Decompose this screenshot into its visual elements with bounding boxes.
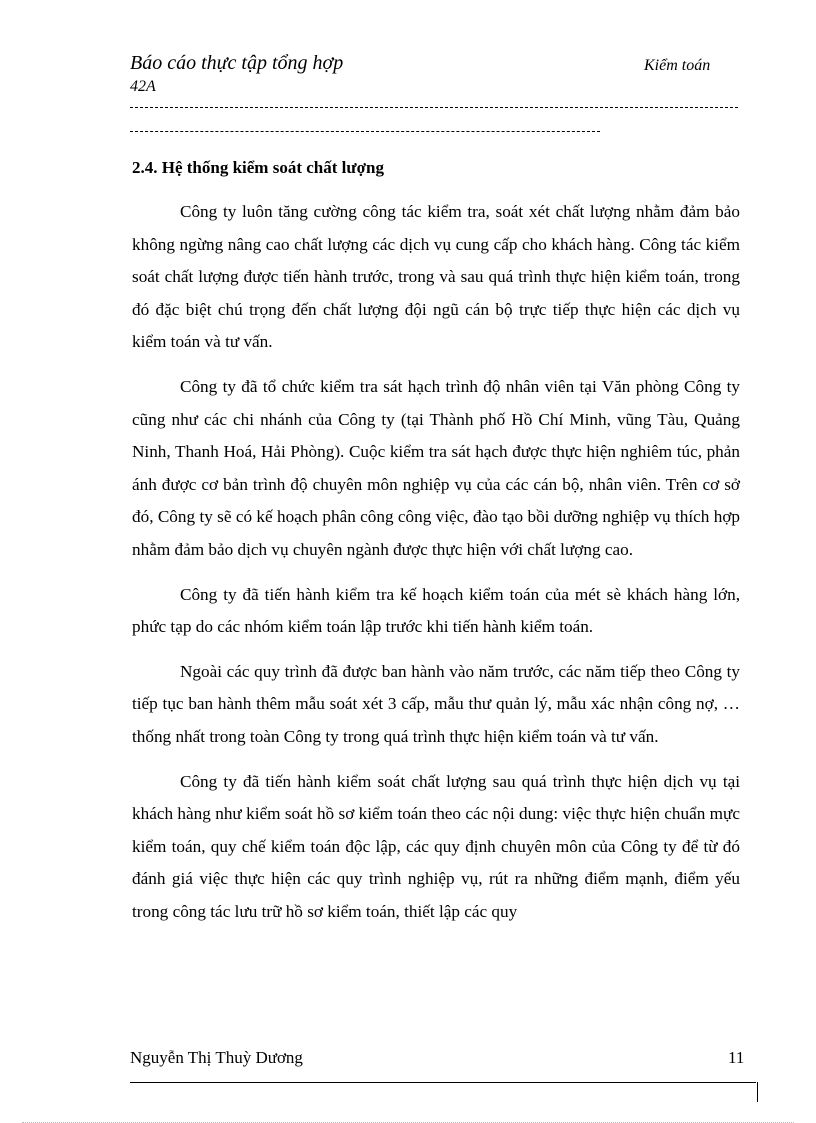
page-number: 11 (728, 1048, 745, 1067)
paragraph-5: Công ty đã tiến hành kiểm soát chất lượng sau quá trình thực hiện dịch vụ tại khách hàng như kiểm soát hồ sơ kiểm toán theo các nội dung: việc thực hiện chuẩn mực kiểm toán, quy chế kiểm toán độc lập, các quy định chuyên môn của Công ty để từ đó đánh giá việc thực hiện các quy trình nghiệp vụ, rút ra những điểm mạnh, điểm yếu trong công tác lưu trữ hồ sơ kiểm toán, thiết lập các quy (132, 771, 740, 921)
header-divider-2 (130, 131, 600, 132)
paragraph-1: Công ty luôn tăng cường công tác kiểm tra, soát xét chất lượng nhằm đảm bảo không ngừng nâng cao chất lượng các dịch vụ cung cấp cho khách hàng. Công tác kiểm soát chất lượng được tiến hành trước, trong và sau quá trình thực hiện kiểm toán, trong đó đặc biệt chú trọng đến chất lượng đội ngũ cán bộ trực tiếp thực hiện các dịch vụ kiểm toán và tư vấn. (132, 202, 740, 352)
footer-corner-line (757, 1082, 758, 1102)
header-title: Báo cáo thực tập tổng hợp (130, 52, 344, 74)
header-divider-1 (130, 107, 738, 108)
section-body (132, 196, 740, 940)
header-subtitle: 42A (130, 78, 156, 95)
paragraph-4: Ngoài các quy trình đã được ban hành vào năm trước, các năm tiếp theo Công ty tiếp tục ban hành thêm mẫu soát xét 3 cấp, mẫu thư quản lý, mẫu xác nhận công nợ, … thống nhất trong toàn Công ty trong quá trình thực hiện kiểm toán và tư vấn. (132, 661, 740, 746)
footer-divider (130, 1082, 756, 1083)
footer-author: Nguyễn Thị Thuỳ Dương (130, 1048, 303, 1067)
paragraph-3: Công ty đã tiến hành kiểm tra kế hoạch kiểm toán của mét sè khách hàng lớn, phức tạp do các nhóm kiểm toán lập trước khi tiến hành kiểm toán. (132, 584, 740, 637)
paragraph-2: Công ty đã tổ chức kiểm tra sát hạch trình độ nhân viên tại Văn phòng Công ty cũng như các chi nhánh của Công ty (tại Thành phố Hồ Chí Minh, vũng Tàu, Quảng Ninh, Thanh Hoá, Hải Phòng). Cuộc kiểm tra sát hạch được thực hiện nghiêm túc, phản ánh được cơ bản trình độ chuyên môn nghiệp vụ của các cán bộ, nhân viên. Trên cơ sở đó, Công ty sẽ có kế hoạch phân công công việc, đào tạo bồi dưỡng nghiệp vụ thích hợp nhằm đảm bảo dịch vụ chuyên ngành được thực hiện với chất lượng cao. (132, 376, 740, 559)
section-heading: 2.4. Hệ thống kiểm soát chất lượng (132, 158, 384, 177)
header-right-label: Kiểm toán (644, 57, 711, 74)
